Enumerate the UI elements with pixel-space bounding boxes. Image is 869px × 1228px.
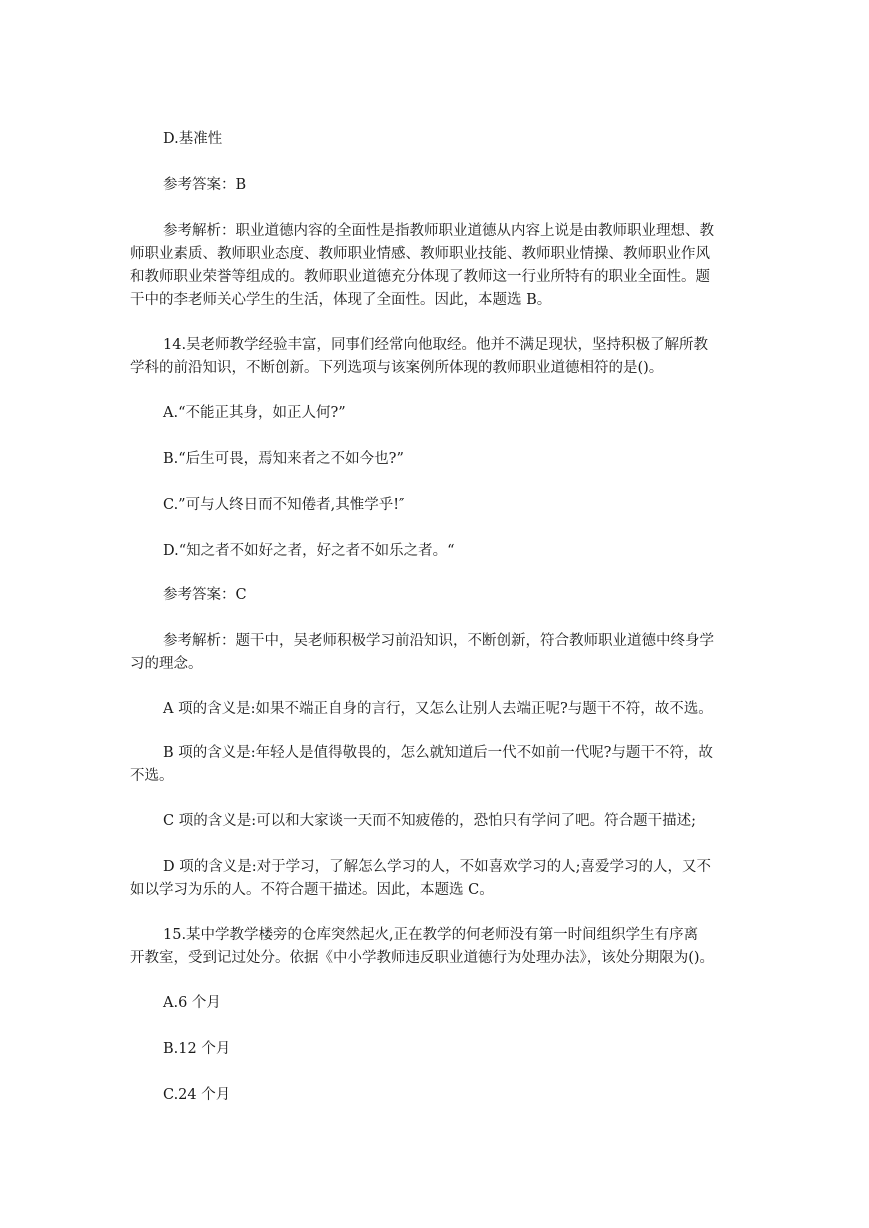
- explanation-line: 不选。: [130, 768, 174, 784]
- explanation-line: A 项的含义是:如果不端正自身的言行，又怎么让别人去端正呢?与题干不符，故不选。: [163, 701, 713, 717]
- q14-a-meaning: [130, 698, 746, 721]
- option-text: B.“后生可畏，焉知来者之不如今也?”: [163, 451, 404, 467]
- explanation-line: C 项的含义是:可以和大家谈一天而不知疲倦的，恐怕只有学问了吧。符合题干描述;: [163, 813, 696, 829]
- q14-option-d: [130, 540, 746, 563]
- analysis-line: 参考解析：题干中，吴老师积极学习前沿知识，不断创新，符合教师职业道德中终身学: [163, 633, 714, 649]
- analysis-line: 师职业素质、教师职业态度、教师职业情感、教师职业技能、教师职业情操、教师职业作风: [130, 246, 710, 262]
- option-text: D.基准性: [163, 131, 223, 147]
- answer-text: 参考答案：C: [163, 587, 247, 603]
- q13-answer: [130, 174, 746, 197]
- q14-c-meaning: [130, 810, 746, 833]
- q15-option-b: [130, 1038, 746, 1061]
- option-text: C.”可与人终日而不知倦者,其惟学乎!″: [163, 497, 405, 513]
- analysis-line: 干中的李老师关心学生的生活，体现了全面性。因此，本题选 B。: [130, 292, 552, 308]
- q14-analysis: [130, 630, 746, 676]
- option-text: D.“知之者不如好之者，好之者不如乐之者。“: [163, 543, 455, 559]
- q14-option-b: [130, 448, 746, 471]
- q15-option-c: [130, 1084, 746, 1107]
- analysis-line: 参考解析：职业道德内容的全面性是指教师职业道德从内容上说是由教师职业理想、教: [163, 223, 714, 239]
- q14-b-meaning: [130, 742, 746, 788]
- q14-d-meaning: [130, 856, 746, 902]
- question-line: 开教室，受到记过处分。依据《中小学教师违反职业道德行为处理办法》，该处分期限为()。: [130, 950, 715, 966]
- explanation-line: B 项的含义是:年轻人是值得敬畏的，怎么就知道后一代不如前一代呢?与题干不符，故: [163, 745, 713, 761]
- q14-option-c: [130, 494, 746, 517]
- explanation-line: D 项的含义是:对于学习，了解怎么学习的人，不如喜欢学习的人;喜爱学习的人，又不: [163, 859, 712, 875]
- explanation-line: 如以学习为乐的人。不符合题干描述。因此，本题选 C。: [130, 882, 494, 898]
- analysis-line: 习的理念。: [130, 656, 203, 672]
- option-text: B.12 个月: [163, 1041, 231, 1057]
- option-text: A.“不能正其身，如正人何?”: [163, 405, 346, 421]
- q14-option-a: [130, 402, 746, 425]
- q13-option-d: [130, 128, 746, 151]
- question-line: 14.吴老师教学经验丰富，同事们经常向他取经。他并不满足现状，坚持积极了解所教: [163, 337, 709, 353]
- question-line: 学科的前沿知识，不断创新。下列选项与该案例所体现的教师职业道德相符的是()。: [130, 360, 664, 376]
- q15-option-a: [130, 992, 746, 1015]
- q13-analysis: [130, 220, 746, 312]
- q14-answer: [130, 584, 746, 607]
- q15-stem: [130, 924, 746, 970]
- q14-stem: [130, 334, 746, 380]
- option-text: A.6 个月: [163, 995, 221, 1011]
- analysis-line: 和教师职业荣誉等组成的。教师职业道德充分体现了教师这一行业所特有的职业全面性。题: [130, 269, 710, 285]
- question-line: 15.某中学教学楼旁的仓库突然起火,正在教学的何老师没有第一时间组织学生有序离: [163, 927, 699, 943]
- option-text: C.24 个月: [163, 1087, 231, 1103]
- answer-text: 参考答案：B: [163, 177, 247, 193]
